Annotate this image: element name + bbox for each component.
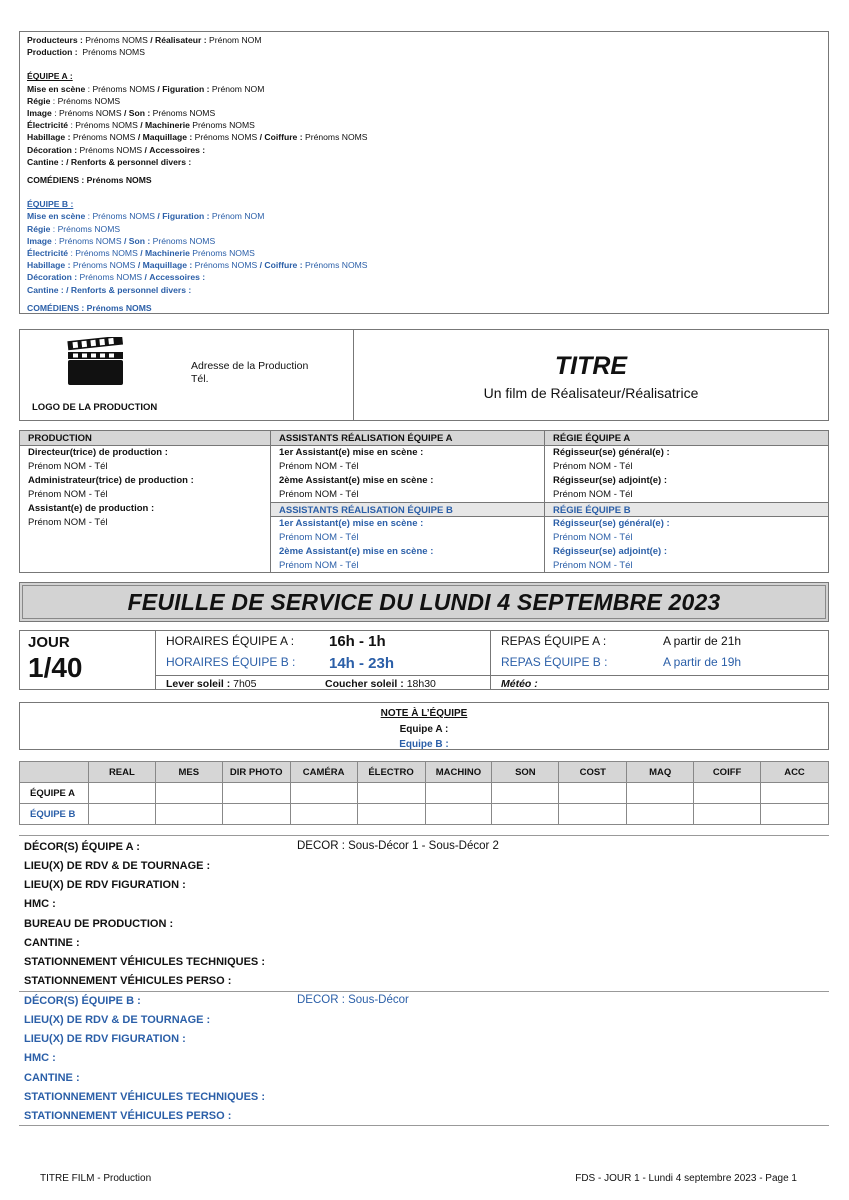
col-header: COST [559,762,627,783]
col-header: REAL [88,762,155,783]
film-title: TITRE [554,352,628,380]
logo-label: LOGO DE LA PRODUCTION [32,402,158,413]
staff-assistants: ASSISTANTS RÉALISATION ÉQUIPE A 1er Assistant(e) mise en scène : Prénom NOM - Tél 2ème Assistant(e) mise en scène : Prénom NOM - Tél ASSISTANTS RÉALISATION ÉQUIPE B 1er Assistant(e) mise en scène : Prénom NOM - Tél 2ème Assistant(e) mise en scène : Prénom NOM - Tél [271,431,545,572]
team-b-comediens: COMÉDIENS : Prénoms NOMS [27,302,152,313]
team-a-hab: Habillage : Prénoms NOMS / Maquillage : Prénoms NOMS / Coiffure : Prénoms NOMS [27,132,368,143]
table-header-row [20,762,829,783]
team-a-title: ÉQUIPE A : [27,71,73,82]
film-subtitle: Un film de Réalisateur/Réalisatrice [483,385,699,401]
team-b-elec: Électricité : Prénoms NOMS / Machinerie Prénoms NOMS [27,248,255,259]
col-header: MACHINO [425,762,492,783]
service-sheet-title: FEUILLE DE SERVICE DU LUNDI 4 SEPTEMBRE 2023 [127,588,721,615]
team-note: NOTE À L’ÉQUIPE Equipe A : Equipe B : [19,702,829,750]
staff-table [19,430,829,573]
team-b-title: ÉQUIPE B : [27,199,74,210]
col-header: CAMÉRA [290,762,357,783]
team-b-image: Image : Prénoms NOMS / Son : Prénoms NOMS [27,235,216,246]
day-counter: JOUR 1/40 [20,631,156,689]
production-info [20,330,354,420]
service-sheet-banner [19,582,829,622]
team-b-cantine: Cantine : / Renforts & personnel divers : [27,284,192,295]
crew-team-a [27,70,821,186]
team-b-deco: Décoration : Prénoms NOMS / Accessoires : [27,272,206,283]
decor-team-a: DECOR : Sous-Décor 1 - Sous-Décor 2 [297,840,499,852]
hours-team-b: 14h - 23h [329,655,395,672]
col-header: ÉLECTRO [357,762,425,783]
production-address: Adresse de la Production Tél. [191,360,309,385]
team-a-deco: Décoration : Prénoms NOMS / Accessoires : [27,144,206,155]
crew-line-production: Production : Prénoms NOMS [27,47,145,58]
staff-regie: RÉGIE ÉQUIPE A Régisseur(se) général(e) : Prénom NOM - Tél Régisseur(se) adjoint(e) : Prénom NOM - Tél RÉGIE ÉQUIPE B Régisseur(se) général(e) : Prénom NOM - Tél Régisseur(se) adjoint(e) : Prénom NOM - Tél [545,431,828,572]
meal-info: REPAS ÉQUIPE A : A partir de 21h REPAS ÉQUIPE B : A partir de 19h Météo : [491,631,828,689]
sunrise: Lever soleil : 7h05 [166,678,257,690]
team-a-comediens: COMÉDIENS : Prénoms NOMS [27,175,152,186]
team-a-cantine: Cantine : / Renforts & personnel divers : [27,156,192,167]
col-header: SON [492,762,559,783]
crew-list [19,31,829,314]
team-a-elec: Électricité : Prénoms NOMS / Machinerie Prénoms NOMS [27,120,255,131]
col-header: MAQ [627,762,694,783]
meal-team-b: A partir de 19h [663,655,742,669]
crew-line-producers: Producteurs : Prénoms NOMS / Réalisateur : Prénom NOM [27,35,262,45]
team-b-hab: Habillage : Prénoms NOMS / Maquillage : Prénoms NOMS / Coiffure : Prénoms NOMS [27,260,368,271]
department-table [19,761,829,825]
table-row: ÉQUIPE B [20,804,829,825]
decor-team-b: DECOR : Sous-Décor [297,994,409,1006]
col-header: MES [155,762,222,783]
staff-production: PRODUCTION Directeur(trice) de production : Prénom NOM - Tél Administrateur(trice) de production : Prénom NOM - Tél Assistant(e) de production : Prénom NOM - Tél [20,431,271,572]
team-b-mise: Mise en scène : Prénoms NOMS / Figuration : Prénom NOM [27,211,265,222]
film-info [354,330,828,420]
crew-team-b [27,198,821,314]
meal-team-a: A partir de 21h [663,634,742,648]
day-info [19,630,829,690]
col-header: ACC [761,762,829,783]
footer-left: TITRE FILM - Production [40,1173,152,1184]
team-a-mise: Mise en scène : Prénoms NOMS / Figuration : Prénom NOM [27,83,265,94]
hours-team-a: 16h - 1h [329,633,386,650]
footer-page-info: FDS - JOUR 1 - Lundi 4 septembre 2023 - Page 1 [575,1173,797,1184]
sunset: Coucher soleil : 18h30 [325,678,436,690]
team-a-image: Image : Prénoms NOMS / Son : Prénoms NOMS [27,108,216,119]
table-row: ÉQUIPE A [20,783,829,804]
col-header: COIFF [694,762,761,783]
col-header: DIR PHOTO [222,762,290,783]
weather-label: Météo : [501,678,538,690]
production-header [19,329,829,421]
team-a-regie: Régie : Prénoms NOMS [27,95,121,106]
schedule-info: HORAIRES ÉQUIPE A : 16h - 1h HORAIRES ÉQUIPE B : 14h - 23h Lever soleil : 7h05 Coucher soleil : 18h30 [156,631,491,689]
team-b-regie: Régie : Prénoms NOMS [27,223,121,234]
locations: DÉCOR(S) ÉQUIPE A : DECOR : Sous-Décor 1 - Sous-Décor 2 LIEU(X) DE RDV & DE TOURNAGE : LIEU(X) DE RDV FIGURATION : HMC : BUREAU DE PRODUCTION : CANTINE : STATIONNEMENT VÉHICULES TECHNIQUES : STATIONNEMENT VÉHICULES PERSO : DÉCOR(S) ÉQUIPE B : DECOR : Sous-Décor LIEU(X) DE RDV & DE TOURNAGE : LIEU(X) DE RDV FIGURATION : HMC : CANTINE : STATIONNEMENT VÉHICULES TECHNIQUES : STATIONNEMENT VÉHICULES PERSO : [19,835,829,1126]
clapperboard-icon [66,337,126,387]
